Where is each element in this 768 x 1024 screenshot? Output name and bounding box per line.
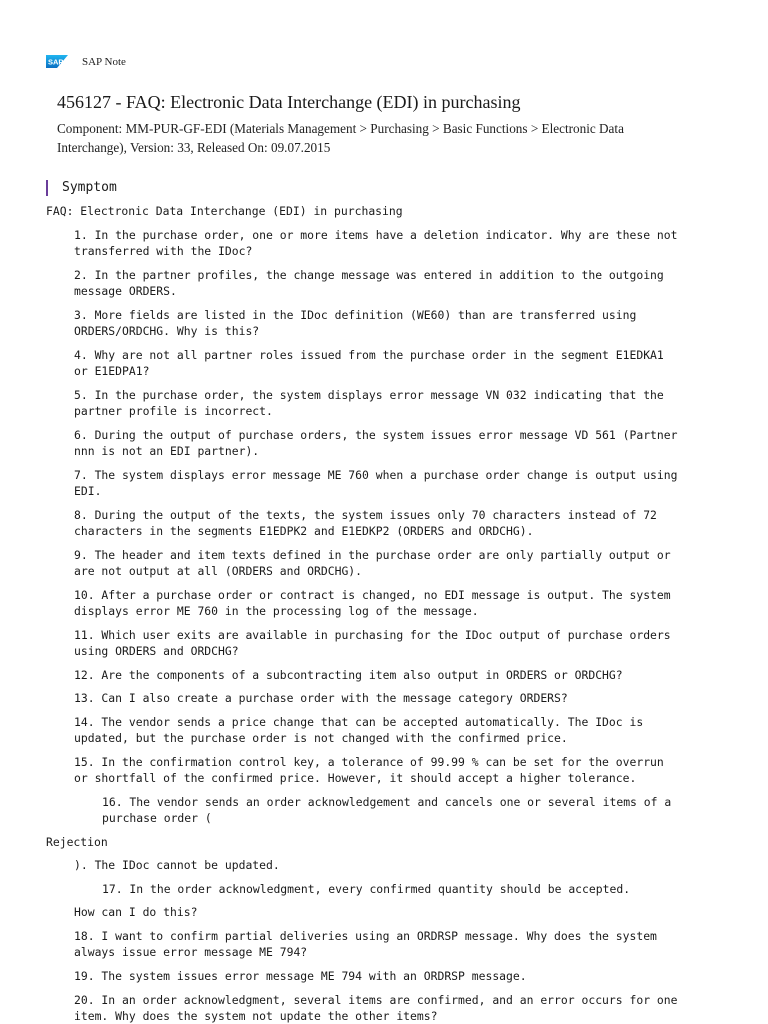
section-title: Symptom (62, 180, 117, 195)
list-item: 8. During the output of the texts, the system issues only 70 characters instead of 72 characters in the segments E1EDPK2 and E1EDKP2 (ORDERS and ORDCHG). (74, 508, 657, 538)
list-item: 19. The system issues error message ME 794 with an ORDRSP message. (74, 969, 527, 983)
symptom-intro: FAQ: Electronic Data Interchange (EDI) in purchasing (46, 204, 403, 218)
component-info (57, 120, 737, 157)
version-line: Interchange), Version: 33, Released On: 09.07.2015 (57, 139, 331, 155)
svg-text:SAP: SAP (48, 57, 64, 67)
list-item: 15. In the confirmation control key, a tolerance of 99.99 % can be set for the overrun or shortfall of the confirmed price. However, it should accept a higher tolerance. (74, 755, 664, 785)
list-item: 9. The header and item texts defined in the purchase order are only partially output or are not output at all (ORDERS and ORDCHG). (74, 548, 671, 578)
list-item: 5. In the purchase order, the system displays error message VN 032 indicating that the partner profile is incorrect. (74, 388, 664, 418)
list-item: 4. Why are not all partner roles issued from the purchase order in the segment E1EDKA1 or E1EDPA1? (74, 348, 664, 378)
note-type-label: SAP Note (82, 55, 126, 68)
list-item: 1. In the purchase order, one or more items have a deletion indicator. Why are these not transferred with the IDoc? (74, 228, 678, 258)
list-item: 18. I want to confirm partial deliveries using an ORDRSP message. Why does the system always issue error message ME 794? (74, 929, 657, 959)
list-item: 7. The system displays error message ME 760 when a purchase order change is output using EDI. (74, 468, 678, 498)
component-line: Component: MM-PUR-GF-EDI (Materials Management > Purchasing > Basic Functions > Electronic Data (57, 121, 624, 136)
list-item-fragment: ). The IDoc cannot be updated. (74, 858, 280, 872)
list-item: 13. Can I also create a purchase order with the message category ORDERS? (74, 691, 568, 705)
list-item: 14. The vendor sends a price change that can be accepted automatically. The IDoc is updated, but the purchase order is not changed with the confirmed price. (74, 715, 644, 745)
list-item: 16. The vendor sends an order acknowledgement and cancels one or several items of a purchase order ( (102, 795, 672, 825)
list-item-fragment: How can I do this? (74, 905, 198, 919)
list-item: 11. Which user exits are available in purchasing for the IDoc output of purchase orders using ORDERS and ORDCHG? (74, 628, 671, 658)
list-item: 2. In the partner profiles, the change message was entered in addition to the outgoing message ORDERS. (74, 268, 664, 298)
sap-logo-icon (46, 55, 68, 68)
list-item: 3. More fields are listed in the IDoc definition (WE60) than are transferred using ORDERS/ORDCHG. Why is this? (74, 308, 637, 338)
list-item: 10. After a purchase order or contract is changed, no EDI message is output. The system displays error ME 760 in the processing log of the message. (74, 588, 671, 618)
section-marker (46, 180, 48, 196)
list-item: 17. In the order acknowledgment, every confirmed quantity should be accepted. (102, 882, 631, 896)
list-item: 12. Are the components of a subcontracting item also output in ORDERS or ORDCHG? (74, 668, 623, 682)
list-item: 20. In an order acknowledgment, several items are confirmed, and an error occurs for one item. Why does the system not update the other items? (74, 993, 678, 1023)
list-item: 6. During the output of purchase orders, the system issues error message VD 561 (Partner nnn is not an EDI partner). (74, 428, 678, 458)
list-item-fragment: Rejection (46, 835, 108, 849)
page-title: 456127 - FAQ: Electronic Data Interchange (EDI) in purchasing (57, 92, 521, 112)
sap-note-header (46, 55, 126, 68)
